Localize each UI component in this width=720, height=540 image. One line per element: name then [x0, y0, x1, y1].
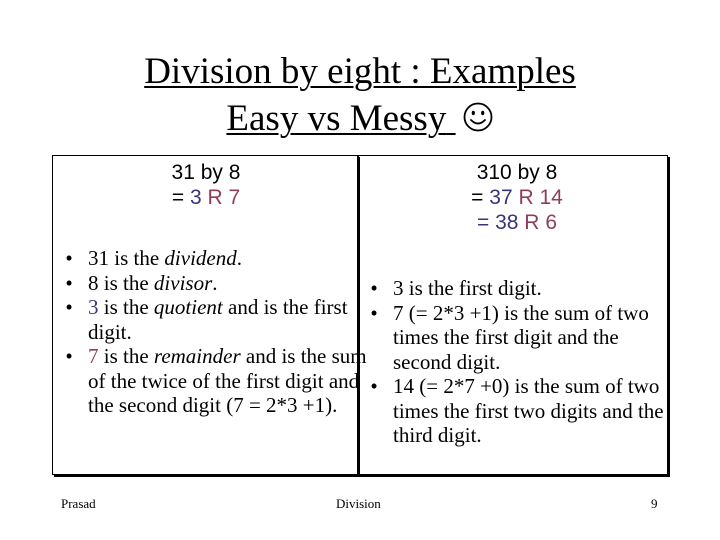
bullet-text: quotient — [153, 295, 223, 319]
left-remainder: 7 — [228, 186, 241, 209]
bullet-text: 31 is the — [88, 246, 165, 270]
bullet-marker: • — [65, 270, 73, 295]
bullet-marker: • — [65, 344, 73, 368]
footer-page-number: 9 — [651, 496, 658, 511]
left-bullet-item — [59, 246, 379, 271]
bullet-text: is the — [98, 295, 154, 319]
bullet-marker: • — [370, 300, 378, 325]
bullet-text: and is the sum of the twice of the first digit and the second digit (7 = 2*3 +1). — [88, 344, 367, 417]
left-bullet-item — [59, 295, 379, 344]
right-remainder-label-1: R — [518, 186, 534, 209]
bullet-marker: • — [65, 246, 73, 270]
bullet-text: 3 — [88, 295, 99, 319]
bullet-text: . — [212, 270, 218, 295]
slide-title-line-2 — [60, 97, 660, 141]
bullet-text: 8 is the — [88, 270, 154, 295]
left-remainder-label: R — [207, 186, 223, 209]
left-problem: 31 by 8 — [171, 161, 241, 184]
bullet-text: dividend — [164, 246, 237, 270]
slide-title-line-1: Division by eight : Examples — [144, 51, 576, 92]
right-remainder-label-2: R — [524, 211, 540, 234]
right-example-header — [430, 160, 604, 235]
footer-author: Prasad — [61, 496, 96, 511]
right-answer-1: = 37 R 14 — [471, 186, 563, 209]
bullet-text: 7 — [88, 344, 99, 368]
right-bullet-item — [364, 276, 664, 301]
bullet-text: is the — [98, 344, 154, 368]
slide-title-text: Easy vs Messy — [226, 98, 447, 139]
bullet-text: remainder — [153, 344, 241, 368]
right-remainder-1: 14 — [539, 186, 563, 209]
right-bullet-item — [364, 374, 664, 448]
bullet-text: and is the first digit. — [88, 295, 348, 344]
right-problem: 310 by 8 — [476, 161, 558, 184]
right-bullet-list — [364, 276, 664, 448]
bullet-text: 7 (= 2*3 +1) is the sum of two times the first digit and the second digit. — [393, 300, 649, 374]
right-quotient-1: 37 — [489, 186, 513, 209]
bullet-marker: • — [65, 295, 73, 319]
left-bullet-list — [59, 246, 379, 418]
bullet-text: divisor — [153, 270, 213, 295]
bullet-marker: • — [370, 374, 378, 398]
right-remainder-2: 6 — [545, 211, 557, 234]
bullet-text: . — [236, 246, 242, 270]
smiley-face-icon — [462, 101, 494, 133]
right-answer-2: = 38 R 6 — [476, 211, 557, 234]
footer-topic: Division — [336, 496, 381, 511]
bullet-text: 3 is the first digit. — [393, 276, 542, 300]
right-bullet-item — [364, 301, 664, 375]
left-example-header — [126, 160, 286, 210]
left-answer: = 3 R 7 — [171, 186, 241, 209]
bullet-marker: • — [370, 276, 378, 300]
left-bullet-item — [59, 271, 379, 296]
right-quotient-2: 38 — [495, 211, 519, 234]
bullet-text: 14 (= 2*7 +0) is the sum of two times the first two digits and the third digit. — [393, 374, 664, 447]
left-bullet-item — [59, 344, 379, 418]
left-quotient: 3 — [189, 186, 202, 209]
